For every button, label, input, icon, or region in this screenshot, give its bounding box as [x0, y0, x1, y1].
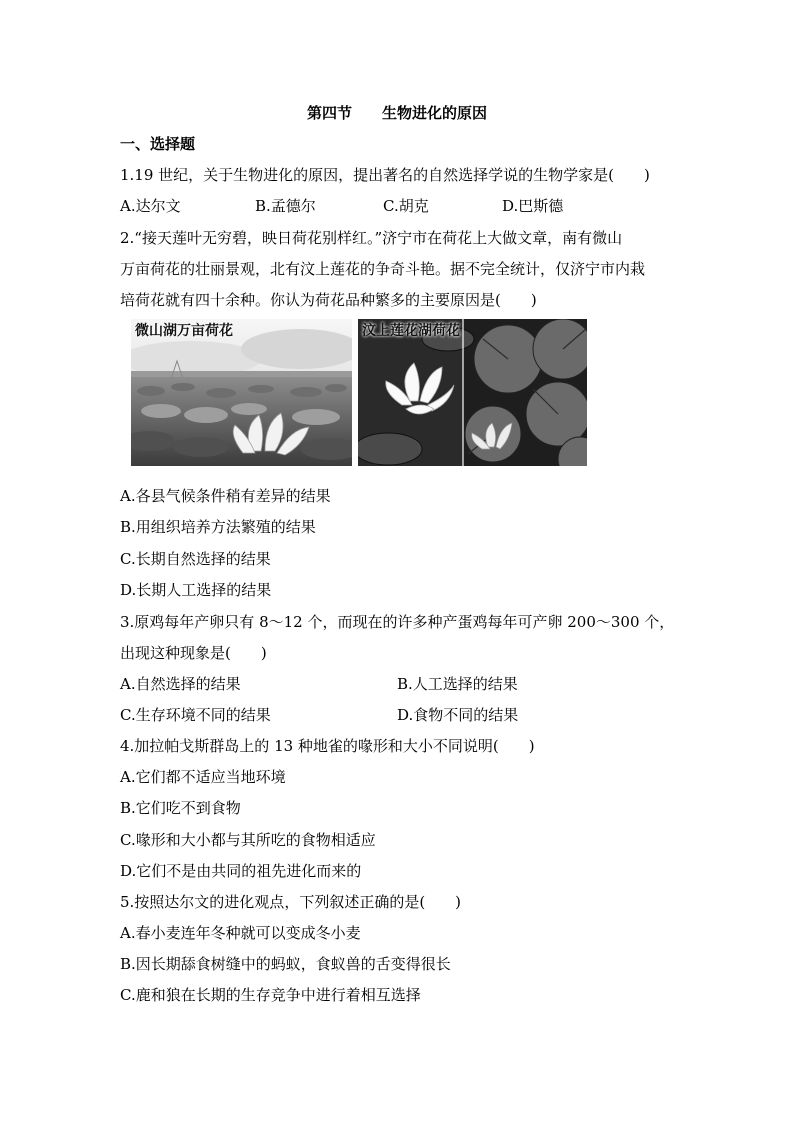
page-title: 第四节 生物进化的原因: [306, 104, 487, 122]
q3-option-a: A.自然选择的结果: [120, 675, 241, 693]
q4-option-d: D.它们不是由共同的祖先进化而来的: [120, 862, 362, 880]
q3-option-d: D.食物不同的结果: [397, 706, 519, 724]
question-4-stem: 4.加拉帕戈斯群岛上的 13 种地雀的喙形和大小不同说明( ): [120, 737, 535, 755]
lotus-lake-image: [358, 319, 587, 466]
q1-option-b: B.孟德尔: [255, 197, 316, 215]
q1-option-c: C.胡克: [383, 197, 429, 215]
q5-option-a: A.春小麦连年冬种就可以变成冬小麦: [120, 924, 361, 942]
photo-label-wenshang: 汶上莲花湖荷花: [362, 323, 460, 339]
question-2-stem-line-1: 2.“接天莲叶无穷碧，映日荷花别样红。”济宁市在荷花上大做文章，南有微山: [120, 229, 623, 247]
q4-option-c: C.喙形和大小都与其所吃的食物相适应: [120, 831, 376, 849]
question-3-stem-line-2: 出现这种现象是( ): [120, 644, 267, 662]
question-5-stem: 5.按照达尔文的进化观点，下列叙述正确的是( ): [120, 893, 462, 911]
section-heading: 一、选择题: [120, 135, 196, 153]
q1-option-a: A.达尔文: [120, 197, 181, 215]
question-1-stem: 1.19 世纪，关于生物进化的原因，提出著名的自然选择学说的生物学家是( ): [120, 166, 650, 184]
q5-option-c: C.鹿和狼在长期的生存竞争中进行着相互选择: [120, 986, 421, 1004]
q1-option-d: D.巴斯德: [502, 197, 564, 215]
q2-option-a: A.各县气候条件稍有差异的结果: [120, 487, 331, 505]
q2-option-d: D.长期人工选择的结果: [120, 581, 272, 599]
lotus-field-image: [131, 319, 352, 466]
photo-label-weishan: 微山湖万亩荷花: [135, 323, 233, 339]
q4-option-a: A.它们都不适应当地环境: [120, 768, 286, 786]
lotus-photo-weishan: [131, 319, 352, 466]
q2-option-c: C.长期自然选择的结果: [120, 550, 271, 568]
q4-option-b: B.它们吃不到食物: [120, 799, 241, 817]
lotus-photo-wenshang: [358, 319, 587, 466]
question-2-stem-line-2: 万亩荷花的壮丽景观，北有汶上莲花的争奇斗艳。据不完全统计，仅济宁市内栽: [120, 260, 646, 278]
q2-option-b: B.用组织培养方法繁殖的结果: [120, 518, 316, 536]
q3-option-b: B.人工选择的结果: [397, 675, 518, 693]
question-3-stem-line-1: 3.原鸡每年产卵只有 8～12 个，而现在的许多种产蛋鸡每年可产卵 200～300 个，: [120, 613, 675, 631]
q5-option-b: B.因长期舔食树缝中的蚂蚁，食蚁兽的舌变得很长: [120, 955, 451, 973]
question-2-stem-line-3: 培荷花就有四十余种。你认为荷花品种繁多的主要原因是( ): [120, 291, 537, 309]
q3-option-c: C.生存环境不同的结果: [120, 706, 271, 724]
